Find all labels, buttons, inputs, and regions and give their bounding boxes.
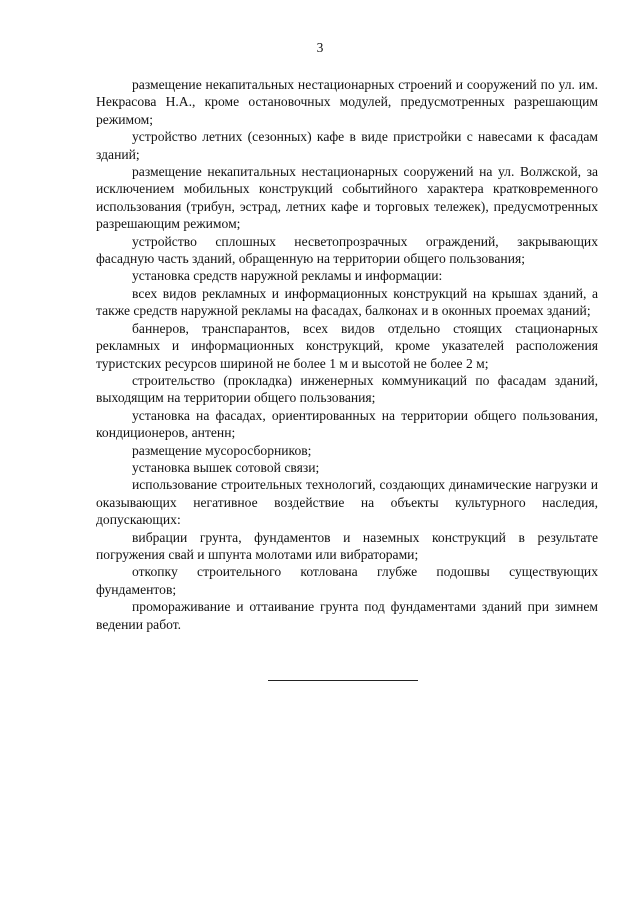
paragraph-11: установка вышек сотовой связи; xyxy=(132,459,320,475)
paragraph-12: использование строительных технологий, создающих динамические нагрузки и оказывающих негативное воздействие на объекты культурного наследия, допускающих: xyxy=(96,477,598,528)
paragraph-4: устройство сплошных несветопрозрачных ограждений, закрывающих фасадную часть зданий, обращенную на территории общего пользования; xyxy=(96,233,598,267)
end-separator-line xyxy=(268,680,418,681)
page-number: 3 xyxy=(316,40,324,55)
paragraph-8: строительство (прокладка) инженерных коммуникаций по фасадам зданий, выходящим на территории общего пользования; xyxy=(96,372,598,406)
paragraph-6: всех видов рекламных и информационных конструкций на крышах зданий, а также средств наружной рекламы на фасадах, балконах и в оконных проемах зданий; xyxy=(96,285,598,319)
paragraph-7: баннеров, транспарантов, всех видов отдельно стоящих стационарных рекламных и информационных конструкций, кроме указателей расположения туристских ресурсов шириной не более 1 м и высотой не более 2 м; xyxy=(96,320,598,371)
paragraph-13: вибрации грунта, фундаментов и наземных конструкций в результате погружения свай и шпунта молотами или вибраторами; xyxy=(96,529,598,562)
paragraph-1: размещение некапитальных нестационарных строений и сооружений по ул. им. Некрасова Н.А., кроме остановочных модулей, предусмотренных разрешающим режимом; xyxy=(96,77,598,127)
paragraph-9: установка на фасадах, ориентированных на территории общего пользования, кондиционеров, антенн; xyxy=(96,407,598,441)
paragraph-14: откопку строительного котлована глубже подошвы существующих фундаментов; xyxy=(96,564,598,597)
paragraph-3: размещение некапитальных нестационарных сооружений на ул. Волжской, за исключением мобильных конструкций событийного характера кратковременного использования (трибун, эстрад, летних кафе и торговых тележек), предусмотренных разрешающим режимом; xyxy=(96,164,598,232)
document-body xyxy=(96,76,598,633)
paragraph-15: промораживание и оттаивание грунта под фундаментами зданий при зимнем ведении работ. xyxy=(96,599,598,632)
paragraph-2: устройство летних (сезонных) кафе в виде пристройки с навесами к фасадам зданий; xyxy=(96,129,598,162)
paragraph-10: размещение мусоросборников; xyxy=(132,442,312,458)
paragraph-5: установка средств наружной рекламы и информации: xyxy=(132,268,443,284)
